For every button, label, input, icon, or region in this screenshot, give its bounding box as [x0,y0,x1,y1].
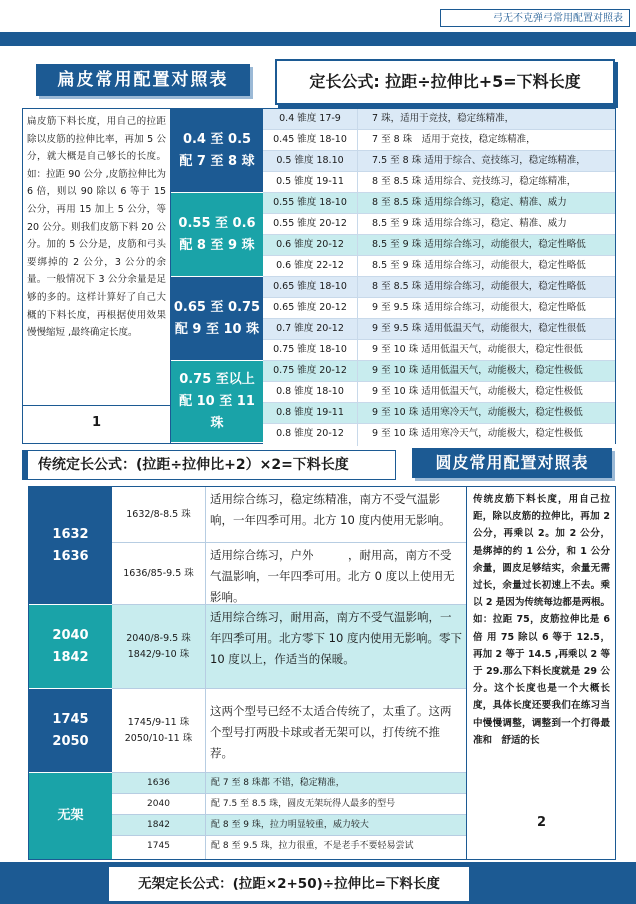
flat-row-note: 9 至 10 珠 适用低温天气，动能极大，稳定性极低 [372,386,583,397]
flat-page-number: 1 [23,405,171,443]
round-desc: 适用综合练习，稳定练精准，南方不受气温影响，一年四季可用。北方 10 度内使用无影响。 [206,487,466,543]
frameless-label: 无架 [29,773,112,859]
flat-row [263,298,615,319]
flat-row-spec: 0.75 锥度 20-12 [263,361,358,381]
round-spec [112,543,206,605]
flat-row-note: 7 珠，适用于竞技，稳定练精准， [372,113,515,124]
flat-table [22,108,616,444]
round-desc: 适用综合练习，户外 ，耐用高，南方不受气温影响，一年四季可用。北方 0 度以上使用无影响。 [206,543,466,605]
flat-row-spec: 0.5 锥度 19-11 [263,172,358,192]
round-description: 传统皮筋下料长度，用自己拉距，除以皮筋的拉伸比，再加 2 公分，再乘以 2。加 2 公分，是绑掉的约 1 公分，和 1 公分余量，圆皮足够结实，余量无需过长，余量过长初速上不去。乘以 2 是因为传统每边都是两根。如：拉距 75，皮筋拉伸比是 6 倍 用 75 除以 6 等于 12.5，再加 2 等于 14.5 ,再乘以 2 等于 29.那么下料长度就是 29 公分。这个长度也是一个大概长度，具体长度还要我们在练习当中慢慢调整，调整到一个打得最准和 舒适的长 [473,494,610,746]
flat-row [263,382,615,403]
frameless-row [112,836,466,859]
round-spec [112,689,206,773]
flat-row-note: 8.5 至 9 珠 适用综合练习，稳定、精准、威力 [372,218,567,229]
round-spec-line: 2050/10-11 珠 [124,732,193,744]
round-model-0 [29,487,112,605]
frameless-row [112,815,466,836]
round-spec-line: 1745/9-11 珠 [127,716,190,728]
flat-row-note: 9 至 9.5 珠 适用综合练习，动能很大，稳定性略低 [372,302,586,313]
flat-row-note: 8.5 至 9 珠 适用综合练习，动能很大，稳定性略低 [372,260,586,271]
round-desc: 适用综合练习，耐用高，南方不受气温影响，一年四季可用。北方零下 10 度内使用无影响。零下 10 度以上，作适当的保暖。 [206,605,466,689]
round-page-number: 2 [536,815,547,830]
flat-row [263,319,615,340]
flat-row [263,193,615,214]
flat-row-note: 8 至 8.5 珠 适用综合、竞技练习，稳定练精准， [372,176,577,187]
flat-group-balls: 配 10 至 11 珠 [179,393,255,431]
flat-row-spec: 0.55 锥度 20-12 [263,214,358,234]
flat-row [263,172,615,193]
frameless-spec: 1636 [112,773,206,793]
round-spec [112,605,206,689]
flat-group-0 [171,109,263,193]
round-desc: 这两个型号已经不太适合传统了，太重了。这两个型号打两股卡球或者无架可以，打传统不推荐。 [206,689,466,773]
flat-row [263,340,615,361]
flat-row-note: 8 至 8.5 珠 适用综合练习，稳定、精准、威力 [372,197,567,208]
flat-group-balls: 配 8 至 9 珠 [179,237,255,253]
frameless-note: 配 7.5 至 8.5 珠，圆皮无架玩得人最多的型号 [211,799,396,809]
frameless-row [112,794,466,815]
flat-row-note: 9 至 9.5 珠 适用低温天气，动能很大，稳定性很低 [372,323,586,334]
flat-title: 扁皮常用配置对照表 [36,64,250,96]
flat-row-spec: 0.45 锥度 18-10 [263,130,358,150]
flat-row [263,151,615,172]
frameless-spec: 1745 [112,836,206,859]
round-side [466,487,616,859]
round-model-2 [29,689,112,773]
frameless-spec: 2040 [112,794,206,814]
flat-description: 扁皮筋下料长度，用自己的拉距 除以皮筋的拉伸比率，再加 5 公分，就大概是自己够长的长度。如：拉距 90 公分 ,皮筋拉伸比为 6 倍，则以 90 除以 6 等于 15 公分，再用 15 加上 5 公分，等 20 公分。则我们皮筋下料 20 公分。加的 5 公分是，皮筋和弓头要绑掉的 2 公分，3 公分的余量。一般情况下 3 公分余量是足够的多的。这样计算好了自己大概的下料长度，再根据使用效果慢慢缩短 ,最终确定长度。 [23,109,171,405]
frameless-note: 配 8 至 9.5 珠，拉力很重，不是老手不要轻易尝试 [211,841,414,851]
round-table [28,486,616,860]
flat-row-spec: 0.8 锥度 18-10 [263,382,358,402]
flat-row-spec: 0.5 锥度 18.10 [263,151,358,171]
round-spec [112,487,206,543]
flat-row-spec: 0.4 锥度 17-9 [263,109,358,129]
flat-row [263,109,615,130]
flat-group-range: 0.4 至 0.5 [182,131,252,147]
flat-row [263,424,615,446]
flat-row-note: 9 至 10 珠 适用寒冷天气，动能极大，稳定性极低 [372,428,583,439]
frameless-note: 配 8 至 9 珠，拉力明显较重，威力较大 [211,820,369,830]
flat-row [263,403,615,424]
flat-group-range: 0.65 至 0.75 [173,299,261,315]
model-code: 1842 [52,649,89,665]
round-spec-line: 1636/85-9.5 珠 [123,567,194,579]
flat-row-spec: 0.6 锥度 22-12 [263,256,358,276]
flat-row-note: 9 至 10 珠 适用低温天气，动能很大，稳定性很低 [372,344,583,355]
round-model-1 [29,605,112,689]
flat-row-spec: 0.55 锥度 18-10 [263,193,358,213]
flat-row [263,235,615,256]
flat-row-note: 9 至 10 珠 适用寒冷天气，动能极大，稳定性极低 [372,407,583,418]
flat-row-spec: 0.65 锥度 20-12 [263,298,358,318]
flat-group-range: 0.75 至以上 [179,371,255,387]
flat-row [263,277,615,298]
flat-row-note: 7 至 8 珠 适用于竞技，稳定练精准， [372,134,536,145]
flat-row [263,361,615,382]
round-spec-line: 1842/9-10 珠 [127,648,190,660]
flat-row-note: 9 至 10 珠 适用低温天气，动能极大，稳定性极低 [372,365,583,376]
flat-row-spec: 0.65 锥度 18-10 [263,277,358,297]
flat-group-3 [171,361,263,443]
round-spec-line: 2040/8-9.5 珠 [126,632,191,644]
model-code: 1632 [52,526,89,542]
flat-row-spec: 0.7 锥度 20-12 [263,319,358,339]
frameless-note: 配 7 至 8 珠都 不错，稳定精准， [211,778,345,788]
model-code: 1636 [52,548,89,564]
frameless-spec: 1842 [112,815,206,835]
flat-row-note: 7.5 至 8 珠 适用于综合、竞技练习，稳定练精准， [372,155,586,166]
flat-row [263,130,615,151]
frameless-formula: 无架定长公式：(拉距×2+50)÷拉伸比=下料长度 [108,866,470,902]
flat-group-1 [171,193,263,277]
header-bar [0,32,636,46]
flat-formula: 定长公式: 拉距÷拉伸比+5=下料长度 [275,59,615,105]
flat-row-spec: 0.6 锥度 20-12 [263,235,358,255]
model-code: 2050 [52,733,89,749]
flat-group-balls: 配 7 至 8 球 [179,153,255,169]
flat-row-note: 8.5 至 9 珠 适用综合练习，动能很大，稳定性略低 [372,239,586,250]
round-spec-line: 1632/8-8.5 珠 [126,508,191,520]
flat-row-note: 8 至 8.5 珠 适用综合练习，动能很大，稳定性略低 [372,281,586,292]
flat-group-balls: 配 9 至 10 珠 [174,321,260,337]
traditional-formula: 传统定长公式：(拉距÷拉伸比+2）×2=下料长度 [22,450,396,480]
flat-row-spec: 0.8 锥度 20-12 [263,424,358,446]
flat-row-spec: 0.8 锥度 19-11 [263,403,358,423]
flat-group-range: 0.55 至 0.6 [178,215,256,231]
model-code: 1745 [52,711,89,727]
header-tag: 弓无不克弹弓常用配置对照表 [440,9,630,27]
model-code: 2040 [52,627,89,643]
flat-row [263,214,615,235]
flat-group-2 [171,277,263,361]
round-title: 圆皮常用配置对照表 [412,448,612,478]
frameless-row [112,773,466,794]
flat-row-spec: 0.75 锥度 18-10 [263,340,358,360]
flat-row [263,256,615,277]
